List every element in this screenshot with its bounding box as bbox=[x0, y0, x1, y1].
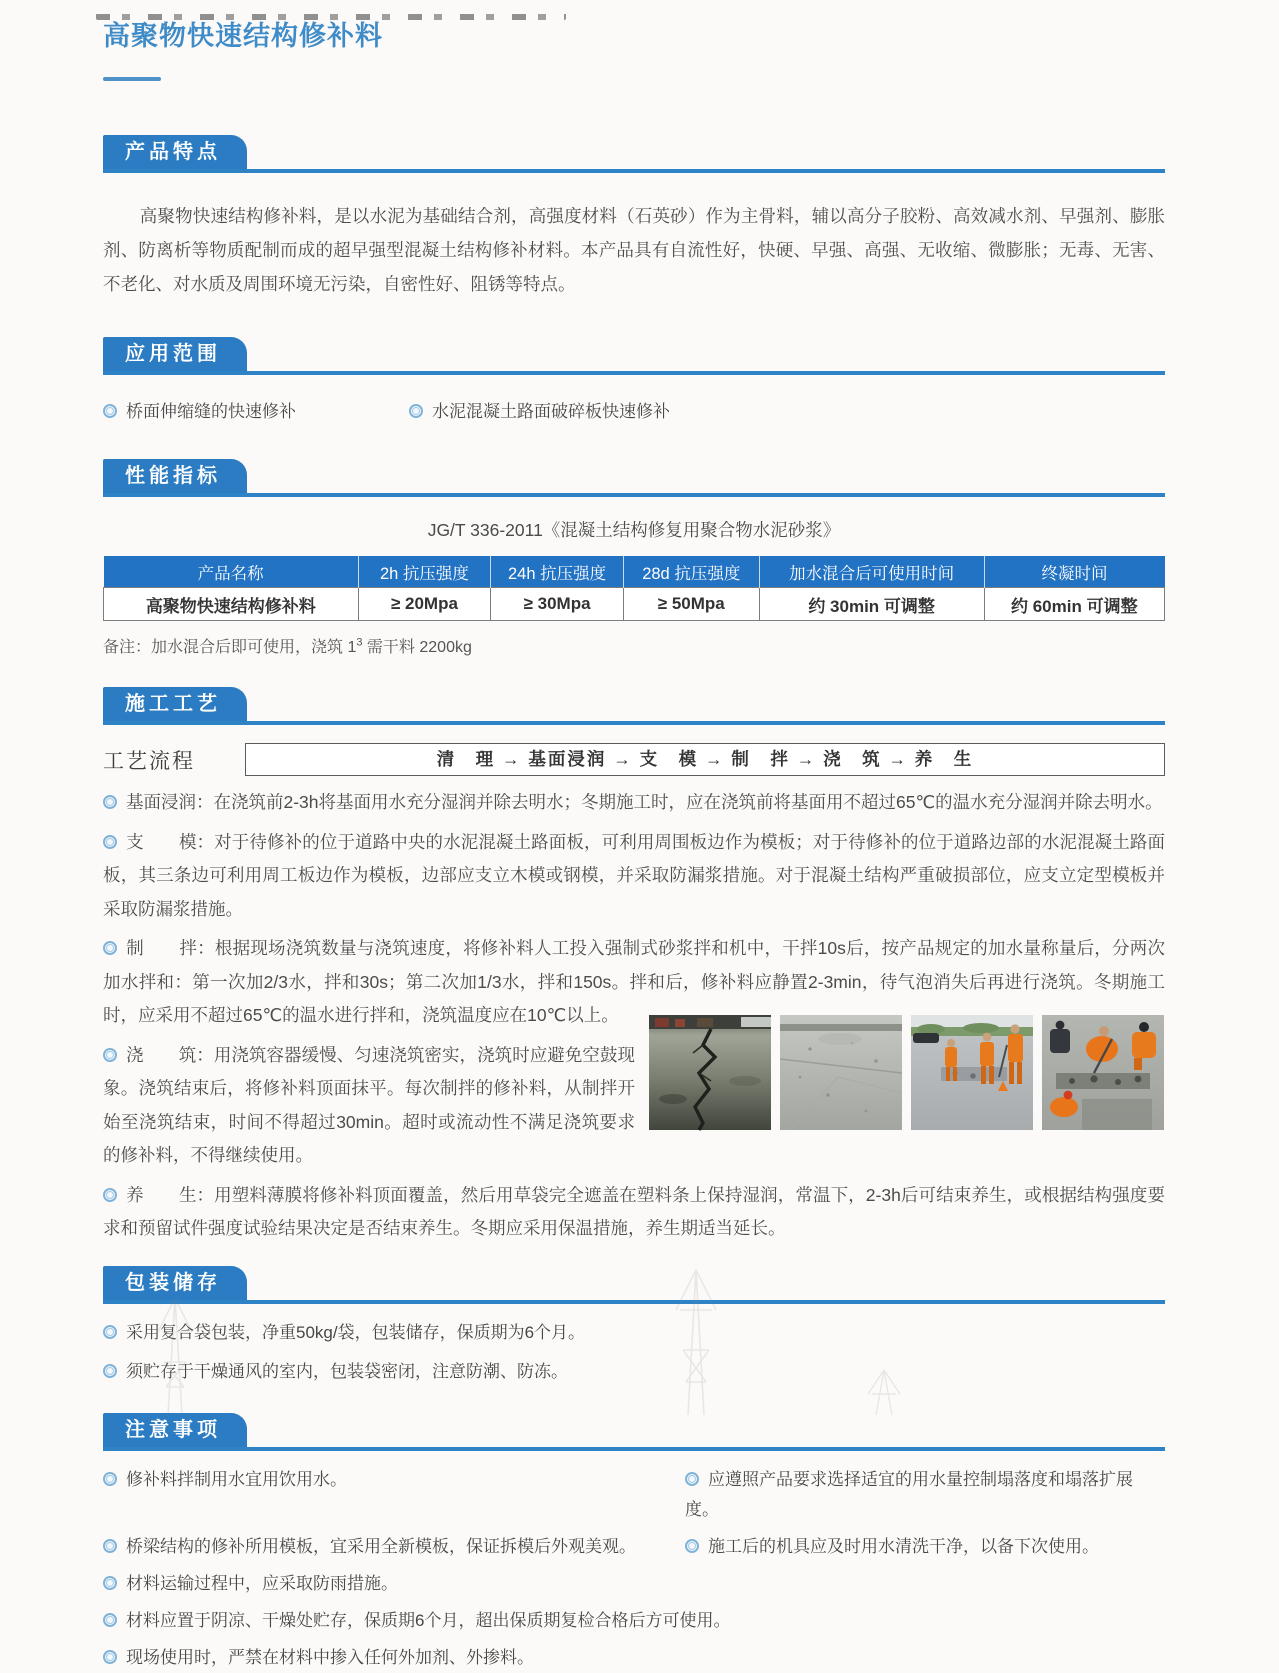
section-badge-packaging: 包装储存 bbox=[103, 1266, 247, 1300]
features-paragraph: 高聚物快速结构修补料，是以水泥为基础结合剂，高强度材料（石英砂）作为主骨料，辅以高分子胶粉、高效减水剂、早强剂、膨胀剂、防离析等物质配制而成的超早强型混凝土结构修补材料。本产品具有自流性好，快硬、早强、高强、无收缩、微膨胀；无毒、无害、不老化、对水质及周围环境无污染，自密性好、阻锈等特点。 bbox=[103, 206, 1165, 294]
note-item-label: 材料应置于阴凉、干燥处贮存，保质期6个月，超出保质期复检合格后方可使用。 bbox=[126, 1610, 731, 1630]
packaging-item bbox=[103, 1357, 1165, 1387]
note-item bbox=[103, 1606, 730, 1636]
datasheet-page bbox=[0, 14, 1279, 1667]
step-text: 对于待修补的位于道路中央的水泥混凝土路面板，可利用周围板边作为模板；对于待修补的位于道路边部的水泥混凝土路面板，其三条边可利用周工板边作为模板，边部应支立木模或钢模，并采取防漏浆措施。对于混凝土结构严重破损部位，应支立定型模板并采取防漏浆措施。 bbox=[103, 831, 1166, 919]
process-step bbox=[103, 1039, 1165, 1173]
note-item bbox=[685, 1465, 1165, 1525]
column-header: 24h 抗压强度 bbox=[491, 556, 624, 588]
application-item bbox=[103, 397, 409, 427]
section-header-applications bbox=[103, 337, 1165, 375]
step-label: 支 模： bbox=[126, 831, 215, 852]
ring-bullet-icon bbox=[103, 404, 117, 418]
table-cell: 约 30min 可调整 bbox=[759, 588, 984, 621]
ring-bullet-icon bbox=[685, 1539, 699, 1553]
ring-bullet-icon bbox=[103, 1048, 117, 1062]
cracked-pavement-photo bbox=[649, 1015, 771, 1130]
packaging-item-label: 须贮存于干燥通风的室内，包装袋密闭，注意防潮、防冻。 bbox=[126, 1361, 568, 1381]
note-text: 需干料 2200kg bbox=[362, 639, 472, 656]
pavement-repair-closeup-photo bbox=[1042, 1015, 1164, 1130]
note-superscript: 3 bbox=[356, 636, 363, 649]
table-cell: ≥ 30Mpa bbox=[491, 588, 624, 621]
step-label: 浇 筑： bbox=[126, 1044, 214, 1065]
road-repair-crew-photo bbox=[911, 1015, 1033, 1130]
section-badge-features: 产品特点 bbox=[103, 135, 247, 169]
title-underline bbox=[103, 77, 161, 81]
table-row bbox=[104, 588, 1165, 621]
table-cell: 高聚物快速结构修补料 bbox=[104, 588, 359, 621]
page-title: 高聚物快速结构修补料 bbox=[103, 21, 383, 51]
step-text: 在浇筑前2-3h将基面用水充分湿润并除去明水；冬期施工时，应在浇筑前将基面用不超过65℃的温水充分湿润并除去明水。 bbox=[213, 792, 1163, 812]
step-text: 用塑料薄膜将修补料顶面覆盖，然后用草袋完全遮盖在塑料条上保持湿润，常温下，2-3h后可结束养生，或根据结构强度要求和预留试件强度试验结果决定是否结束养生。冬期应采用保温措施，养生期适当延长。 bbox=[103, 1184, 1165, 1238]
flow-label: 工艺流程 bbox=[103, 749, 195, 773]
applications-list bbox=[103, 397, 1165, 427]
notes-row bbox=[103, 1465, 1165, 1525]
table-note bbox=[103, 634, 1165, 657]
notes-list bbox=[103, 1465, 1165, 1673]
concrete-surface-photo bbox=[780, 1015, 902, 1130]
ring-bullet-icon bbox=[103, 1539, 117, 1553]
column-header: 产品名称 bbox=[104, 556, 359, 588]
standard-caption: JG/T 336-2011《混凝土结构修复用聚合物水泥砂浆》 bbox=[427, 520, 841, 540]
ring-bullet-icon bbox=[103, 1650, 117, 1664]
construction-photo-strip bbox=[649, 1015, 1165, 1130]
note-item-label: 材料运输过程中，应采取防雨措施。 bbox=[126, 1573, 398, 1593]
section-badge-process: 施工工艺 bbox=[103, 687, 247, 721]
ring-bullet-icon bbox=[103, 1576, 117, 1590]
table-cell: ≥ 20Mpa bbox=[358, 588, 491, 621]
note-item-label: 现场使用时，严禁在材料中掺入任何外加剂、外掺料。 bbox=[126, 1647, 534, 1667]
section-header-packaging bbox=[103, 1266, 1165, 1304]
application-item bbox=[409, 397, 670, 427]
notes-row bbox=[103, 1532, 1165, 1562]
section-header-performance bbox=[103, 459, 1165, 497]
table-cell: ≥ 50Mpa bbox=[623, 588, 759, 621]
table-header-row bbox=[104, 556, 1165, 588]
step-label: 养 生： bbox=[126, 1184, 215, 1205]
ring-bullet-icon bbox=[103, 1364, 117, 1378]
note-item-label: 应遵照产品要求选择适宜的用水量控制塌落度和塌落扩展度。 bbox=[685, 1469, 1133, 1519]
ring-bullet-icon bbox=[103, 1613, 117, 1627]
step-label: 基面浸润： bbox=[126, 792, 214, 812]
column-header: 2h 抗压强度 bbox=[358, 556, 491, 588]
column-header: 28d 抗压强度 bbox=[623, 556, 759, 588]
notes-row bbox=[103, 1569, 1165, 1599]
process-flow-row bbox=[103, 743, 1165, 776]
process-step bbox=[103, 786, 1165, 820]
process-steps bbox=[103, 786, 1165, 1246]
ring-bullet-icon bbox=[103, 795, 117, 809]
note-item-label: 桥梁结构的修补所用模板，宜采用全新模板，保证拆模后外观美观。 bbox=[126, 1536, 636, 1556]
section-header-process bbox=[103, 687, 1165, 725]
step-label: 制 拌： bbox=[126, 938, 215, 958]
note-text: 备注：加水混合后即可使用，浇筑 1 bbox=[103, 639, 357, 656]
section-badge-notes: 注意事项 bbox=[103, 1413, 247, 1447]
application-item-label: 水泥混凝土路面破碎板快速修补 bbox=[432, 402, 670, 421]
note-item bbox=[685, 1532, 1165, 1562]
section-badge-applications: 应用范围 bbox=[103, 337, 247, 371]
notes-row bbox=[103, 1606, 1165, 1636]
packaging-item-label: 采用复合袋包装，净重50kg/袋，包装储存，保质期为6个月。 bbox=[126, 1322, 586, 1342]
column-header: 终凝时间 bbox=[984, 556, 1164, 588]
section-header-features bbox=[103, 135, 1165, 173]
ring-bullet-icon bbox=[103, 1325, 117, 1339]
packaging-item bbox=[103, 1318, 1165, 1348]
note-item bbox=[103, 1643, 534, 1673]
note-item-label: 施工后的机具应及时用水清洗干净，以备下次使用。 bbox=[708, 1536, 1099, 1556]
table-cell: 约 60min 可调整 bbox=[984, 588, 1164, 621]
ring-bullet-icon bbox=[103, 941, 117, 955]
flow-diagram-box: 清 理 → 基面浸润 → 支 模 → 制 拌 → 浇 筑 → 养 生 bbox=[245, 743, 1165, 776]
application-item-label: 桥面伸缩缝的快速修补 bbox=[126, 402, 296, 421]
note-item bbox=[103, 1532, 685, 1562]
notes-row bbox=[103, 1643, 1165, 1673]
ring-bullet-icon bbox=[409, 404, 423, 418]
process-step bbox=[103, 826, 1165, 927]
ring-bullet-icon bbox=[103, 1188, 117, 1202]
performance-table bbox=[103, 556, 1165, 621]
ring-bullet-icon bbox=[103, 1472, 117, 1486]
section-badge-performance: 性能指标 bbox=[103, 459, 247, 493]
column-header: 加水混合后可使用时间 bbox=[759, 556, 984, 588]
step-text: 用浇筑容器缓慢、匀速浇筑密实，浇筑时应避免空鼓现象。浇筑结束后，将修补料顶面抹平。每次制拌的修补料，从制拌开始至浇筑结束，时间不得超过30min。超时或流动性不满足浇筑要求的修补料，不得继续使用。 bbox=[103, 1044, 636, 1165]
note-item bbox=[103, 1569, 398, 1599]
packaging-list bbox=[103, 1318, 1165, 1387]
note-item bbox=[103, 1465, 685, 1525]
process-step bbox=[103, 1179, 1165, 1246]
note-item-label: 修补料拌制用水宜用饮用水。 bbox=[126, 1469, 347, 1489]
ring-bullet-icon bbox=[103, 835, 117, 849]
section-header-notes bbox=[103, 1413, 1165, 1451]
ring-bullet-icon bbox=[685, 1472, 699, 1486]
step-text: 根据现场浇筑数量与浇筑速度，将修补料人工投入强制式砂浆拌和机中，干拌10s后，按产品规定的加水量称量后，分两次加水拌和：第一次加2/3水，拌和30s；第二次加1/3水，拌和150s。拌和后，修补料应静置2-3min，待气泡消失后再进行浇筑。冬期施工时，应采用不超过65℃的温水进行拌和，浇筑温度应在10℃以上。 bbox=[103, 938, 1165, 1025]
